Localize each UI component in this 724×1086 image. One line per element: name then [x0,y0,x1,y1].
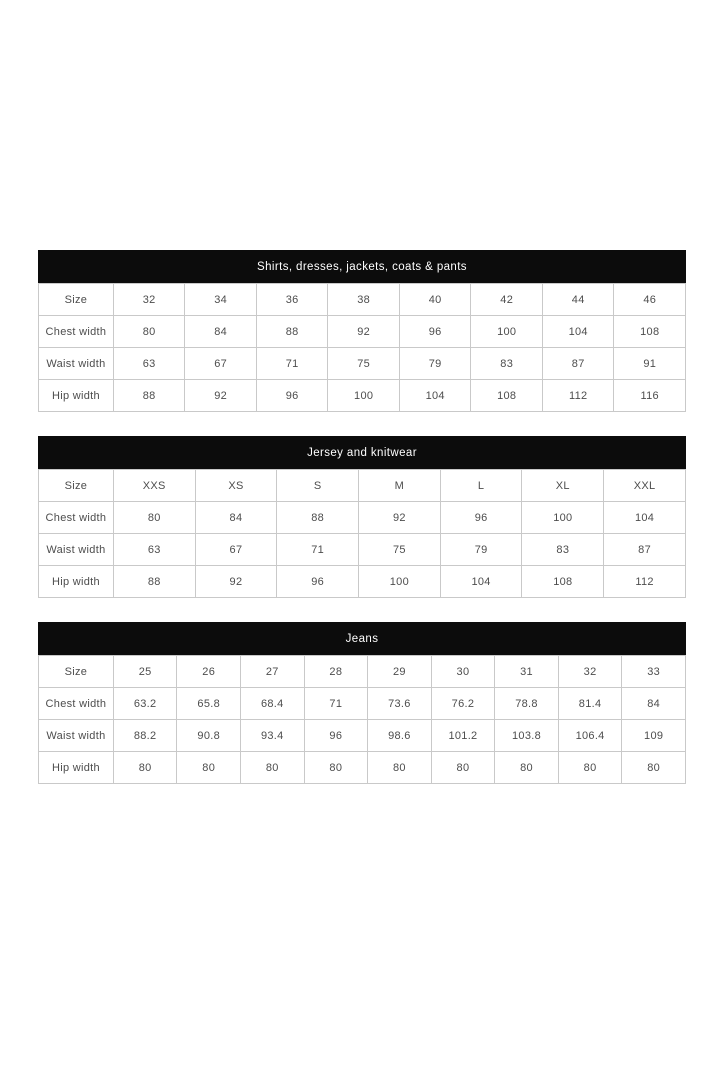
size-value-cell: 100 [328,380,400,412]
size-value-cell: 100 [471,316,543,348]
size-value-cell: 98.6 [368,720,432,752]
size-value-cell: 92 [195,566,277,598]
size-value-cell: 27 [241,656,305,688]
table-row [39,502,686,534]
size-value-cell: 40 [399,284,471,316]
table-row [39,348,686,380]
size-value-cell: 73.6 [368,688,432,720]
size-value-cell: 80 [241,752,305,784]
size-value-cell: 81.4 [558,688,622,720]
size-value-cell: 92 [328,316,400,348]
size-guide-page [38,250,686,808]
table-row [39,380,686,412]
size-value-cell: 68.4 [241,688,305,720]
table-row [39,656,686,688]
size-value-cell: 88 [113,380,185,412]
size-value-cell: 71 [304,688,368,720]
size-value-cell: XL [522,470,604,502]
size-value-cell: M [359,470,441,502]
row-label: Waist width [39,534,114,566]
size-value-cell: 65.8 [177,688,241,720]
table-row [39,534,686,566]
size-value-cell: 88 [113,566,195,598]
row-label: Waist width [39,348,114,380]
size-value-cell: 92 [359,502,441,534]
row-label: Hip width [39,566,114,598]
size-value-cell: 84 [185,316,257,348]
size-value-cell: 96 [304,720,368,752]
size-value-cell: 108 [522,566,604,598]
row-label: Chest width [39,316,114,348]
table-row [39,688,686,720]
size-value-cell: XS [195,470,277,502]
size-value-cell: 96 [277,566,359,598]
size-value-cell: 32 [113,284,185,316]
size-value-cell: 112 [604,566,686,598]
row-label: Size [39,656,114,688]
size-value-cell: 80 [177,752,241,784]
table-row [39,566,686,598]
size-value-cell: 104 [440,566,522,598]
table-title-jeans: Jeans [38,622,686,655]
size-value-cell: 75 [359,534,441,566]
size-value-cell: 46 [614,284,686,316]
size-value-cell: 75 [328,348,400,380]
size-value-cell: 28 [304,656,368,688]
row-label: Chest width [39,688,114,720]
size-value-cell: 32 [558,656,622,688]
size-value-cell: 38 [328,284,400,316]
size-value-cell: 93.4 [241,720,305,752]
size-value-cell: 96 [399,316,471,348]
size-table [38,469,686,598]
size-value-cell: 87 [542,348,614,380]
size-value-cell: 88.2 [113,720,177,752]
size-value-cell: 83 [471,348,543,380]
size-value-cell: 80 [431,752,495,784]
table-row [39,720,686,752]
size-value-cell: 104 [542,316,614,348]
table-row [39,470,686,502]
size-value-cell: 108 [614,316,686,348]
size-value-cell: 80 [622,752,686,784]
row-label: Waist width [39,720,114,752]
size-value-cell: 63 [113,348,185,380]
size-value-cell: 26 [177,656,241,688]
size-value-cell: 71 [277,534,359,566]
size-value-cell: 109 [622,720,686,752]
size-value-cell: 90.8 [177,720,241,752]
size-value-cell: XXS [113,470,195,502]
size-value-cell: 80 [304,752,368,784]
size-value-cell: 80 [495,752,559,784]
size-value-cell: 106.4 [558,720,622,752]
size-table-jersey-knitwear [38,436,686,598]
size-table-jeans [38,622,686,784]
size-value-cell: 108 [471,380,543,412]
size-value-cell: 112 [542,380,614,412]
row-label: Size [39,284,114,316]
size-value-cell: 29 [368,656,432,688]
size-value-cell: 116 [614,380,686,412]
size-value-cell: 80 [113,752,177,784]
size-value-cell: 84 [195,502,277,534]
size-table [38,655,686,784]
size-value-cell: 103.8 [495,720,559,752]
row-label: Chest width [39,502,114,534]
size-value-cell: 34 [185,284,257,316]
size-value-cell: 104 [604,502,686,534]
size-value-cell: 101.2 [431,720,495,752]
table-title-jersey-knitwear: Jersey and knitwear [38,436,686,469]
size-value-cell: 80 [113,502,195,534]
size-value-cell: 80 [113,316,185,348]
size-value-cell: 71 [256,348,328,380]
size-table-shirts-dresses [38,250,686,412]
size-value-cell: 84 [622,688,686,720]
size-value-cell: 25 [113,656,177,688]
row-label: Hip width [39,380,114,412]
row-label: Hip width [39,752,114,784]
size-value-cell: 31 [495,656,559,688]
table-row [39,316,686,348]
size-value-cell: 80 [558,752,622,784]
size-value-cell: 88 [256,316,328,348]
size-value-cell: 44 [542,284,614,316]
size-value-cell: 92 [185,380,257,412]
size-value-cell: 100 [522,502,604,534]
size-value-cell: 88 [277,502,359,534]
size-value-cell: 100 [359,566,441,598]
size-value-cell: 96 [440,502,522,534]
size-value-cell: 67 [185,348,257,380]
table-row [39,752,686,784]
size-value-cell: 80 [368,752,432,784]
size-value-cell: 87 [604,534,686,566]
size-value-cell: 104 [399,380,471,412]
size-value-cell: 42 [471,284,543,316]
size-value-cell: XXL [604,470,686,502]
size-value-cell: 33 [622,656,686,688]
size-value-cell: 96 [256,380,328,412]
size-value-cell: 30 [431,656,495,688]
size-value-cell: 83 [522,534,604,566]
size-value-cell: 76.2 [431,688,495,720]
size-table [38,283,686,412]
size-value-cell: 63.2 [113,688,177,720]
size-value-cell: 91 [614,348,686,380]
size-value-cell: S [277,470,359,502]
size-value-cell: 79 [399,348,471,380]
table-title-shirts-dresses: Shirts, dresses, jackets, coats & pants [38,250,686,283]
size-value-cell: 78.8 [495,688,559,720]
table-row [39,284,686,316]
row-label: Size [39,470,114,502]
size-value-cell: 36 [256,284,328,316]
size-value-cell: L [440,470,522,502]
size-value-cell: 67 [195,534,277,566]
size-value-cell: 63 [113,534,195,566]
size-value-cell: 79 [440,534,522,566]
